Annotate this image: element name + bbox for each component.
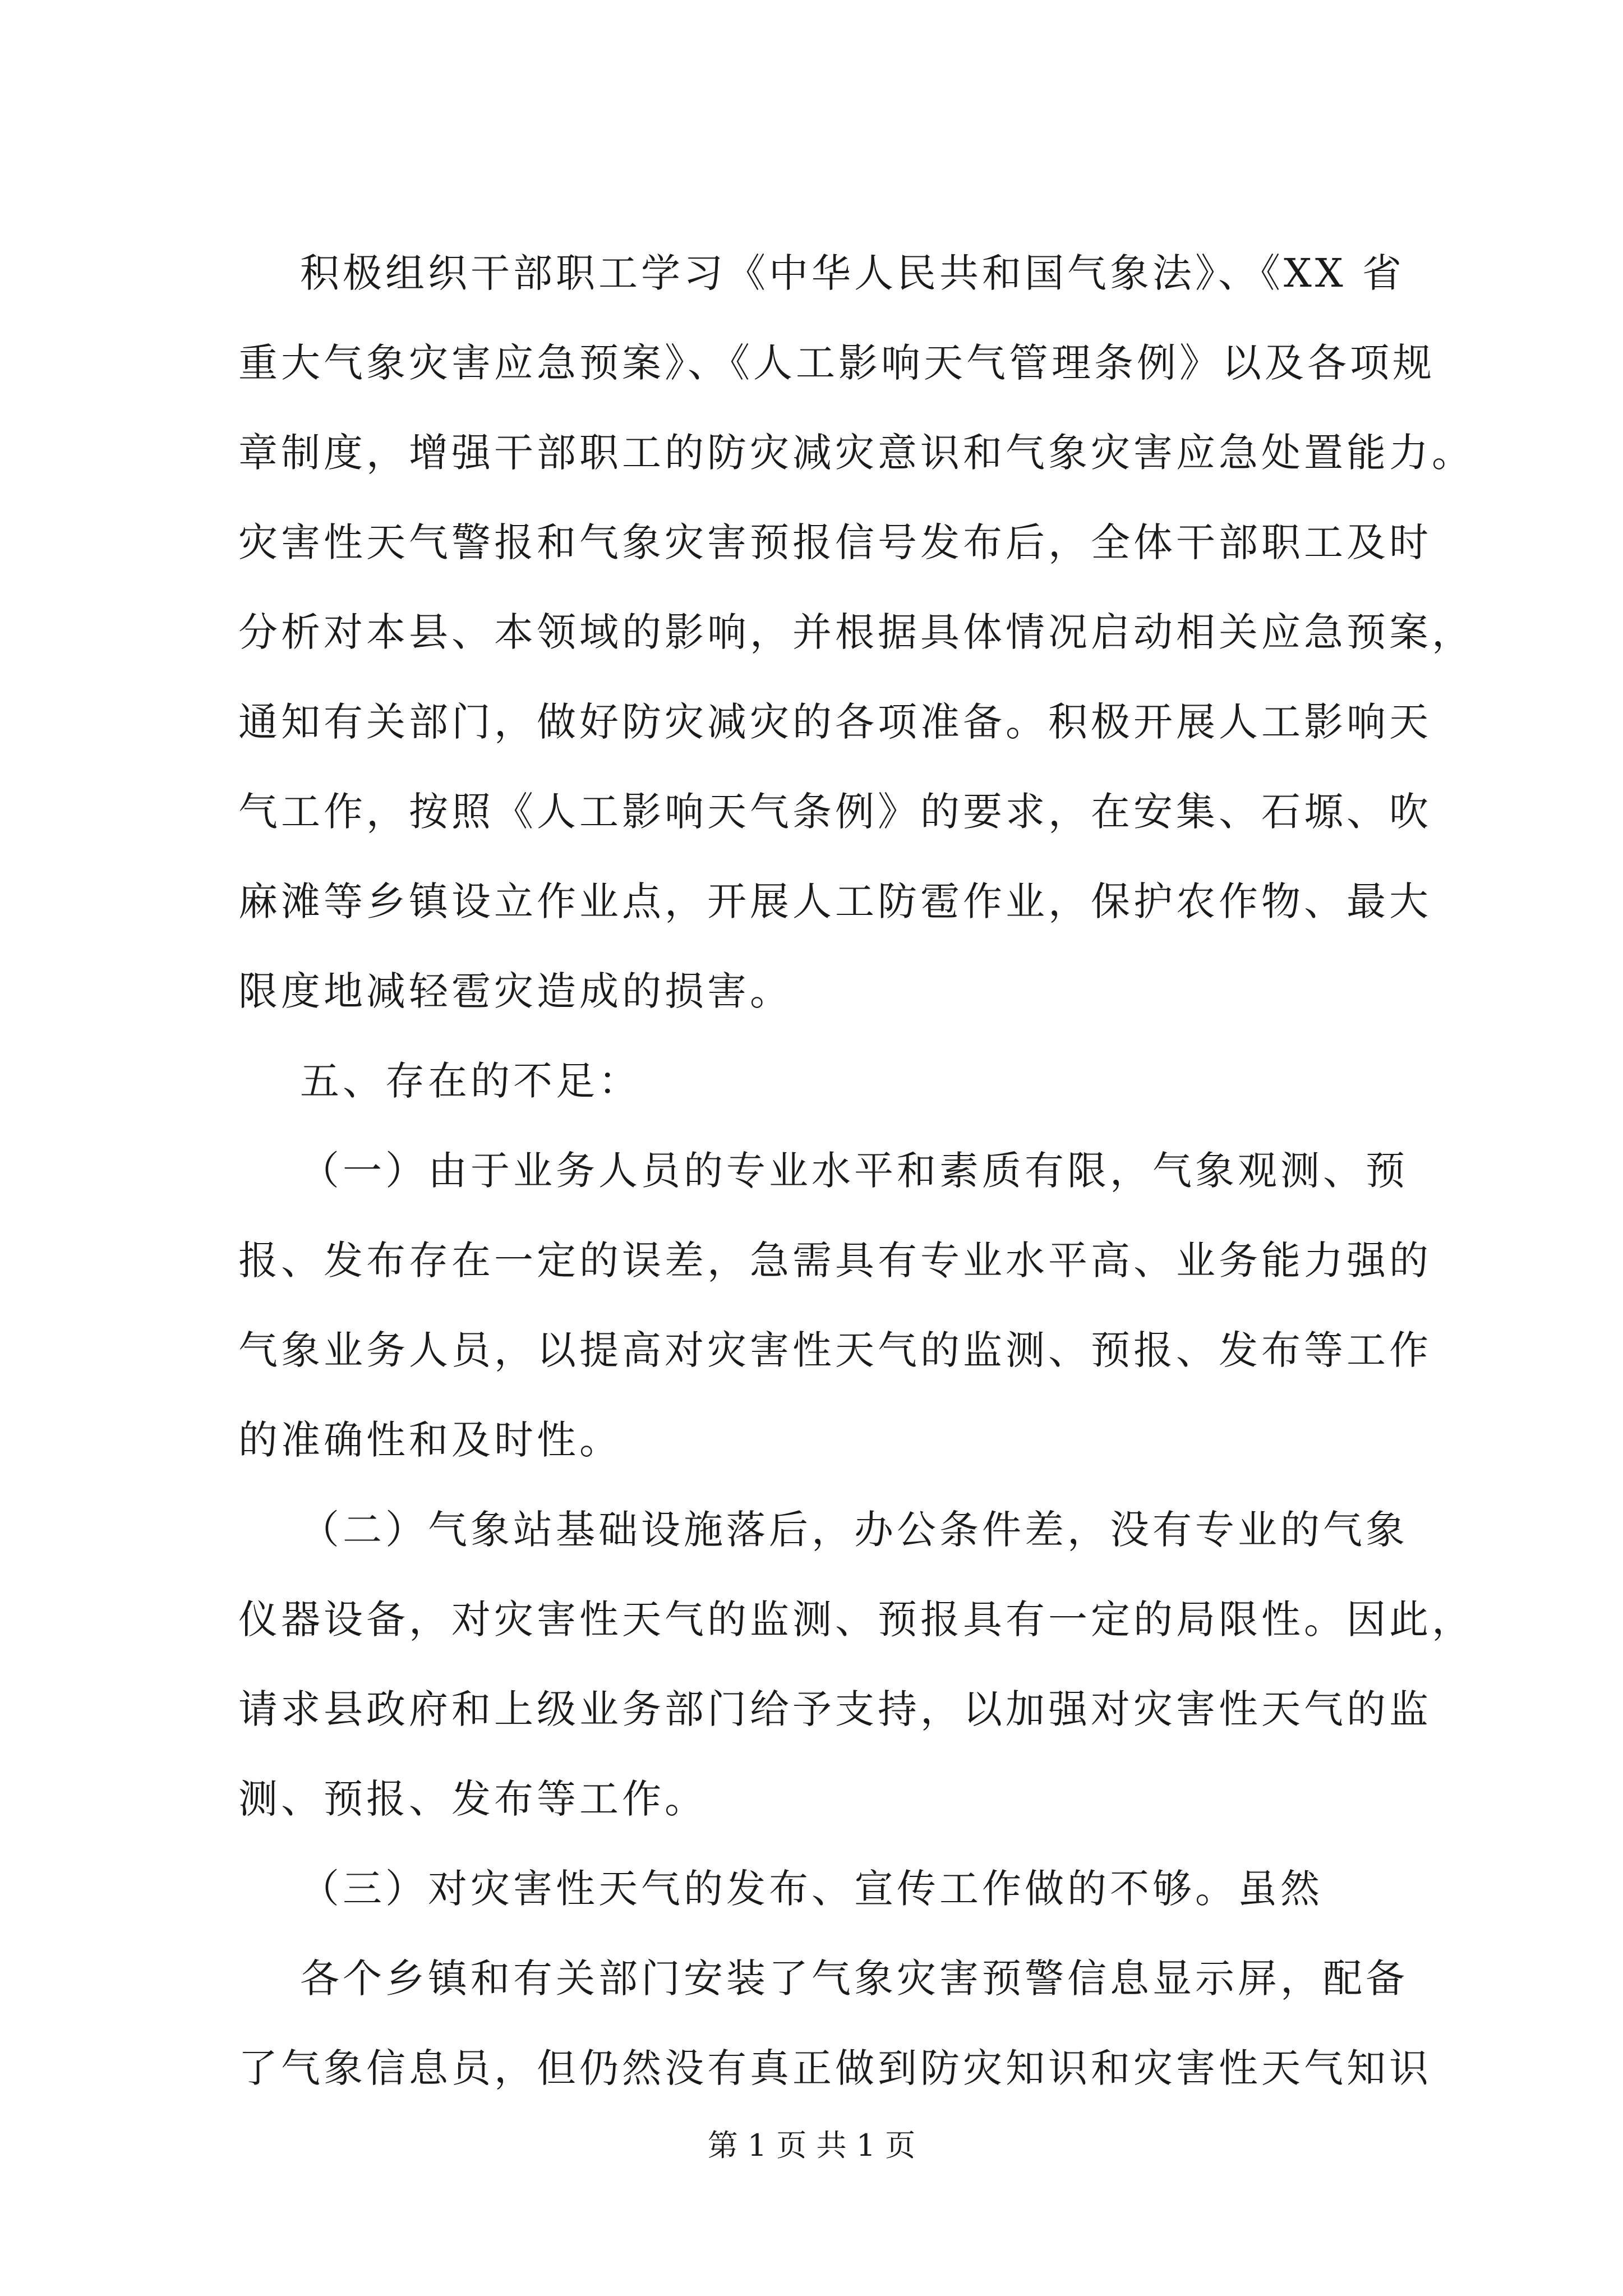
text-line: 的准确性和及时性。: [238, 1417, 622, 1463]
text-line: 分析对本县、本领域的影响，并根据具体情况启动相关应急预案，: [238, 609, 1474, 655]
text-line: 了气象信息员，但仍然没有真正做到防灾知识和灾害性天气知识: [238, 2045, 1432, 2091]
text-line: 测、预报、发布等工作。: [238, 1776, 707, 1822]
text-line: 气象业务人员，以提高对灾害性天气的监测、预报、发布等工作: [238, 1327, 1432, 1373]
text-line: 麻滩等乡镇设立作业点，开展人工防雹作业，保护农作物、最大: [238, 878, 1432, 924]
section-heading: 五、存在的不足：: [300, 1058, 641, 1104]
text-line: 积极组织干部职工学习《中华人民共和国气象法》、《XX 省: [300, 250, 1405, 296]
text-line: 灾害性天气警报和气象灾害预报信号发布后，全体干部职工及时: [238, 519, 1432, 565]
text-line: （一）由于业务人员的专业水平和素质有限，气象观测、预: [300, 1148, 1408, 1194]
page-footer: 第 1 页 共 1 页: [707, 2128, 916, 2163]
text-line: 各个乡镇和有关部门安装了气象灾害预警信息显示屏，配备: [300, 1955, 1408, 2001]
text-line: 限度地减轻雹灾造成的损害。: [238, 968, 792, 1014]
text-line: 重大气象灾害应急预案》、《人工影响天气管理条例》以及各项规: [238, 340, 1435, 386]
text-line: 章制度，增强干部职工的防灾减灾意识和气象灾害应急处置能力。: [238, 430, 1474, 476]
text-line: （三）对灾害性天气的发布、宣传工作做的不够。虽然: [300, 1866, 1323, 1912]
text-line: 仪器设备，对灾害性天气的监测、预报具有一定的局限性。因此，: [238, 1596, 1474, 1642]
text-line: 报、发布存在一定的误差，急需具有专业水平高、业务能力强的: [238, 1237, 1432, 1283]
text-line: （二）气象站基础设施落后，办公条件差，没有专业的气象: [300, 1507, 1408, 1553]
text-line: 请求县政府和上级业务部门给予支持，以加强对灾害性天气的监: [238, 1686, 1432, 1732]
text-line: 通知有关部门，做好防灾减灾的各项准备。积极开展人工影响天: [238, 699, 1432, 745]
text-line: 气工作，按照《人工影响天气条例》的要求，在安集、石塬、吹: [238, 789, 1432, 835]
